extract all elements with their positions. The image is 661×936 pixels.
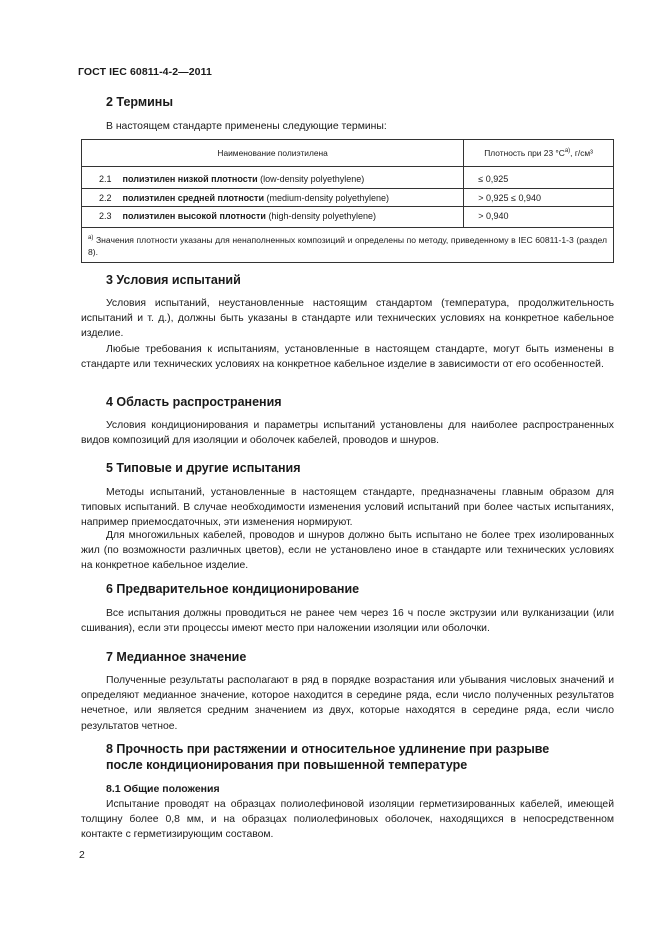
section-5-paragraph-2: Для многожильных кабелей, проводов и шнуров должно быть испытано не более трех изолированных жил (по возможности различных цветов), если не установлено иное в стандарте или технических условиях на конкретное кабельное изделие.	[81, 530, 614, 572]
section-3-paragraph-2: Любые требования к испытаниям, установленные в настоящем стандарте, могут быть изменены в стандарте или технических условиях на конкретное кабельное изделие в зависимости от его особенностей.	[81, 344, 614, 371]
section-2-title: 2 Термины	[106, 95, 174, 109]
table-header-density: Плотность при 23 $^\circ С^{а)}$, г/см³	[464, 140, 614, 167]
page-number: 2	[79, 850, 85, 861]
section-6-title: 6 Предварительное кондиционирование	[106, 582, 360, 596]
table-row: 2.3 полиэтилен высокой плотности (high-density polyethylene) > 0,940	[82, 207, 614, 228]
section-8-title-line-2: после кондиционирования при повышенной температуре	[106, 758, 468, 772]
section-3-title: 3 Условия испытаний	[106, 273, 241, 287]
subsection-8-1-title: 8.1 Общие положения	[106, 783, 220, 795]
section-7-title: 7 Медианное значение	[106, 650, 247, 664]
section-7-paragraph-1: Полученные результаты располагают в ряд в порядке возрастания или убывания числовых значений и определяют медианное значение, которое находится в середине ряда, если число полученных результатов нечетное, или является средним значением из двух, которые находятся в середине ряда, если число результатов четное.	[81, 675, 614, 732]
section-4-title: 4 Область распространения	[106, 395, 282, 409]
section-5-title: 5 Типовые и другие испытания	[106, 461, 301, 475]
terms-table	[81, 139, 614, 263]
section-8-title-line-1: 8 Прочность при растяжении и относительное удлинение при разрыве	[106, 742, 550, 756]
document-header-code: ГОСТ IEC 60811-4-2—2011	[78, 66, 212, 78]
table-header-name: Наименование полиэтилена	[82, 140, 464, 167]
section-3-paragraph-1: Условия испытаний, неустановленные настоящим стандартом (температура, продолжительность испытаний и т. д.), должны быть указаны в стандарте или технических условиях на конкретное кабельное изделие.	[81, 298, 614, 340]
table-row: 2.2 полиэтилен средней плотности (medium-density polyethylene) > 0,925 ≤ 0,940	[82, 189, 614, 207]
section-6-paragraph-1: Все испытания должны проводиться не ранее чем через 16 ч после экструзии или вулканизации (или сшивания), если эти процессы имеют место при наложении изоляции или оболочки.	[81, 608, 614, 635]
subsection-8-1-paragraph-1: Испытание проводят на образцах полиолефиновой изоляции герметизированных кабелей, имеющей толщину более 0,8 мм, и на образцах полиолефиновых оболочек, находящихся в непосредственном контакте с герметизирующим составом.	[81, 799, 614, 841]
section-2-intro: В настоящем стандарте применены следующие термины:	[106, 121, 387, 132]
section-5-paragraph-1: Методы испытаний, установленные в настоящем стандарте, предназначены главным образом для типовых испытаний. В случае необходимости изменения условий испытаний при более частых испытаниях, например приемосдаточных, эти изменения нормируют.	[81, 487, 614, 529]
section-4-paragraph-1: Условия кондиционирования и параметры испытаний установлены для наиболее распространенных видов композиций для изоляции и оболочек кабелей, проводов и шнуров.	[81, 420, 614, 447]
table-footnote: $^{а)}$ Значения плотности указаны для ненаполненных композиций и определены по методу, приведенному в IEC 60811-1-3 (раздел 8).	[82, 228, 614, 263]
table-row: 2.1 полиэтилен низкой плотности (low-density polyethylene) ≤ 0,925	[82, 167, 614, 189]
